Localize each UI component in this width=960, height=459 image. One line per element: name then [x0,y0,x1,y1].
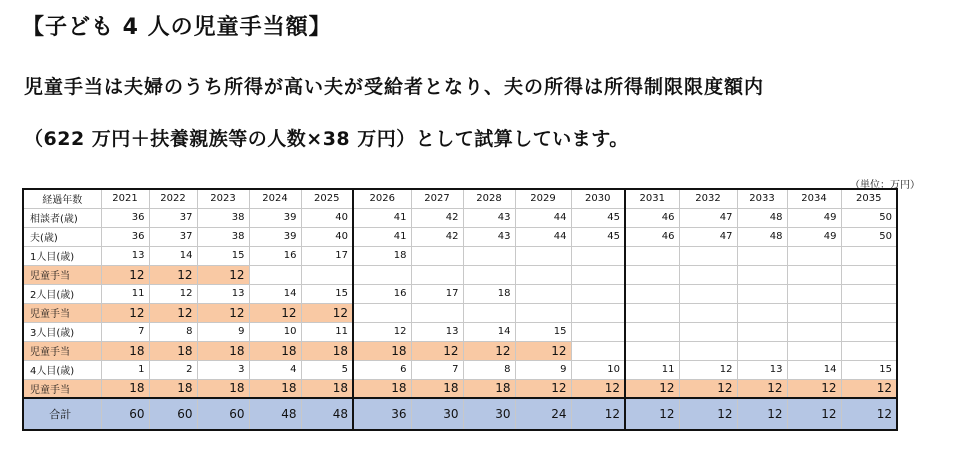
year-header: 2021 [101,189,149,208]
table-cell: 46 [625,208,679,227]
age-row [23,208,897,227]
year-header: 2031 [625,189,679,208]
table-cell: 49 [787,208,841,227]
table-cell: 11 [625,360,679,379]
table-cell [841,303,897,322]
table-cell: 38 [197,227,249,246]
table-cell: 50 [841,227,897,246]
table-cell: 18 [249,341,301,360]
table-cell [787,322,841,341]
table-cell: 11 [301,322,353,341]
table-cell [737,246,787,265]
table-cell: 12 [737,379,787,398]
table-cell: 40 [301,208,353,227]
total-cell: 60 [197,398,249,430]
table-cell: 15 [515,322,571,341]
table-cell: 1 [101,360,149,379]
total-cell: 48 [249,398,301,430]
table-cell [625,246,679,265]
table-cell: 8 [463,360,515,379]
table-cell: 37 [149,208,197,227]
table-cell [411,265,463,284]
table-cell: 43 [463,227,515,246]
table-cell [571,322,625,341]
total-cell: 30 [411,398,463,430]
table-cell [679,246,737,265]
table-cell: 12 [411,341,463,360]
table-cell: 18 [463,284,515,303]
table-cell [571,265,625,284]
table-cell [679,322,737,341]
table-cell: 15 [197,246,249,265]
table-cell [625,284,679,303]
table-cell [571,341,625,360]
table-cell [353,265,411,284]
table-cell: 50 [841,208,897,227]
table-cell: 12 [515,341,571,360]
table-cell: 18 [197,341,249,360]
total-cell: 48 [301,398,353,430]
table-cell: 14 [249,284,301,303]
child-allowance-table [22,188,898,431]
table-cell: 12 [463,341,515,360]
table-cell: 11 [101,284,149,303]
total-cell: 12 [625,398,679,430]
table-cell: 14 [463,322,515,341]
table-cell: 42 [411,227,463,246]
table-cell: 18 [149,379,197,398]
table-cell: 49 [787,227,841,246]
year-header: 2023 [197,189,249,208]
table-cell: 10 [249,322,301,341]
table-cell: 16 [353,284,411,303]
table-cell: 12 [249,303,301,322]
table-cell: 13 [411,322,463,341]
table-cell: 3 [197,360,249,379]
table-cell [787,246,841,265]
table-cell: 18 [149,341,197,360]
year-header: 2022 [149,189,197,208]
table-cell: 42 [411,208,463,227]
table-cell: 14 [149,246,197,265]
table-cell: 12 [197,303,249,322]
table-cell [679,265,737,284]
table-cell: 8 [149,322,197,341]
table-cell [787,303,841,322]
table-cell: 48 [737,208,787,227]
table-cell: 9 [197,322,249,341]
table-cell: 38 [197,208,249,227]
table-cell: 18 [101,341,149,360]
age-row [23,284,897,303]
year-header: 2024 [249,189,301,208]
table-cell: 13 [737,360,787,379]
table-cell: 12 [101,303,149,322]
table-cell: 12 [625,379,679,398]
table-cell: 39 [249,208,301,227]
table-cell: 12 [679,360,737,379]
total-cell: 12 [679,398,737,430]
age-row [23,246,897,265]
table-cell [787,284,841,303]
table-cell: 18 [353,246,411,265]
table-cell [463,246,515,265]
allowance-row [23,379,897,398]
table-cell: 6 [353,360,411,379]
total-cell: 12 [571,398,625,430]
year-header: 2032 [679,189,737,208]
table-cell: 18 [197,379,249,398]
table-cell: 47 [679,208,737,227]
table-cell [679,284,737,303]
year-header: 2027 [411,189,463,208]
year-header: 2026 [353,189,411,208]
total-cell: 24 [515,398,571,430]
year-header: 2028 [463,189,515,208]
table-cell [787,341,841,360]
table-cell: 18 [463,379,515,398]
year-header: 2030 [571,189,625,208]
table-cell: 46 [625,227,679,246]
table-cell [737,265,787,284]
total-cell: 60 [149,398,197,430]
description-line-2: （622 万円＋扶養親族等の人数×38 万円）として試算しています。 [24,128,629,150]
table-cell [841,265,897,284]
table-cell: 45 [571,227,625,246]
table-cell: 4 [249,360,301,379]
table-cell: 2 [149,360,197,379]
unit-label: （単位：万円） [850,180,920,191]
table-cell [787,265,841,284]
table-cell: 12 [149,265,197,284]
row-label: 3人目(歳) [23,322,101,341]
table-cell: 18 [353,341,411,360]
table-cell [841,341,897,360]
table-cell: 44 [515,208,571,227]
table-cell: 18 [353,379,411,398]
table-cell [515,303,571,322]
row-label: 児童手当 [23,379,101,398]
row-label: 夫(歳) [23,227,101,246]
table-cell: 12 [787,379,841,398]
table-cell: 41 [353,227,411,246]
table-cell: 18 [301,379,353,398]
total-cell: 12 [737,398,787,430]
table-cell: 18 [301,341,353,360]
total-cell: 30 [463,398,515,430]
table-cell: 12 [149,303,197,322]
row-label: 児童手当 [23,303,101,322]
table-cell: 12 [571,379,625,398]
table-cell: 41 [353,208,411,227]
table-cell: 12 [841,379,897,398]
table-cell [841,322,897,341]
row-label: 2人目(歳) [23,284,101,303]
year-header: 2034 [787,189,841,208]
table-cell: 12 [353,322,411,341]
table-cell: 43 [463,208,515,227]
table-cell: 44 [515,227,571,246]
table-cell [625,265,679,284]
table-cell [737,341,787,360]
year-header: 2029 [515,189,571,208]
table-cell [625,341,679,360]
table-cell [841,246,897,265]
table-cell: 47 [679,227,737,246]
table-cell [249,265,301,284]
table-cell: 45 [571,208,625,227]
table-cell [679,341,737,360]
table-cell [463,265,515,284]
table-cell [515,265,571,284]
age-row [23,322,897,341]
row-label: 4人目(歳) [23,360,101,379]
row-label: 児童手当 [23,341,101,360]
table-cell: 15 [301,284,353,303]
table-cell: 12 [197,265,249,284]
total-row [23,398,897,430]
table-cell: 9 [515,360,571,379]
table-cell [737,322,787,341]
age-row [23,360,897,379]
table-header-row [23,189,897,208]
table-cell: 36 [101,227,149,246]
year-header: 2033 [737,189,787,208]
table-cell [463,303,515,322]
total-cell: 60 [101,398,149,430]
table-cell: 7 [411,360,463,379]
total-label: 合計 [23,398,101,430]
age-row [23,227,897,246]
table-cell: 48 [737,227,787,246]
table-cell [301,265,353,284]
total-cell: 12 [841,398,897,430]
total-cell: 12 [787,398,841,430]
table-cell [679,303,737,322]
year-header: 2035 [841,189,897,208]
table-cell: 17 [301,246,353,265]
row-label: 児童手当 [23,265,101,284]
table-cell [737,303,787,322]
total-cell: 36 [353,398,411,430]
table-cell [515,284,571,303]
table-cell: 12 [679,379,737,398]
table-cell [571,246,625,265]
table-cell: 36 [101,208,149,227]
table-cell: 16 [249,246,301,265]
row-label: 相談者(歳) [23,208,101,227]
allowance-row [23,341,897,360]
table-cell: 12 [149,284,197,303]
table-cell: 12 [515,379,571,398]
description-line-1: 児童手当は夫婦のうち所得が高い夫が受給者となり、夫の所得は所得制限限度額内 [24,76,765,98]
table-cell: 13 [101,246,149,265]
table-cell [625,303,679,322]
table-cell: 18 [249,379,301,398]
table-cell [353,303,411,322]
table-cell [737,284,787,303]
table-cell: 18 [101,379,149,398]
table-cell: 14 [787,360,841,379]
table-cell: 39 [249,227,301,246]
table-cell: 12 [301,303,353,322]
table-cell: 12 [101,265,149,284]
table-cell [411,303,463,322]
page-title: 【子ども 4 人の児童手当額】 [22,15,332,40]
table-cell [625,322,679,341]
table-cell [411,246,463,265]
table-cell [571,284,625,303]
row-label: 1人目(歳) [23,246,101,265]
table-cell: 15 [841,360,897,379]
table-cell [841,284,897,303]
table-cell: 5 [301,360,353,379]
table-cell: 37 [149,227,197,246]
year-header: 2025 [301,189,353,208]
table-cell: 40 [301,227,353,246]
table-cell: 13 [197,284,249,303]
table-cell [515,246,571,265]
allowance-row [23,303,897,322]
table-cell [571,303,625,322]
corner-header: 経過年数 [23,189,101,208]
allowance-row [23,265,897,284]
table-cell: 10 [571,360,625,379]
table-cell: 18 [411,379,463,398]
table-cell: 7 [101,322,149,341]
table-cell: 17 [411,284,463,303]
